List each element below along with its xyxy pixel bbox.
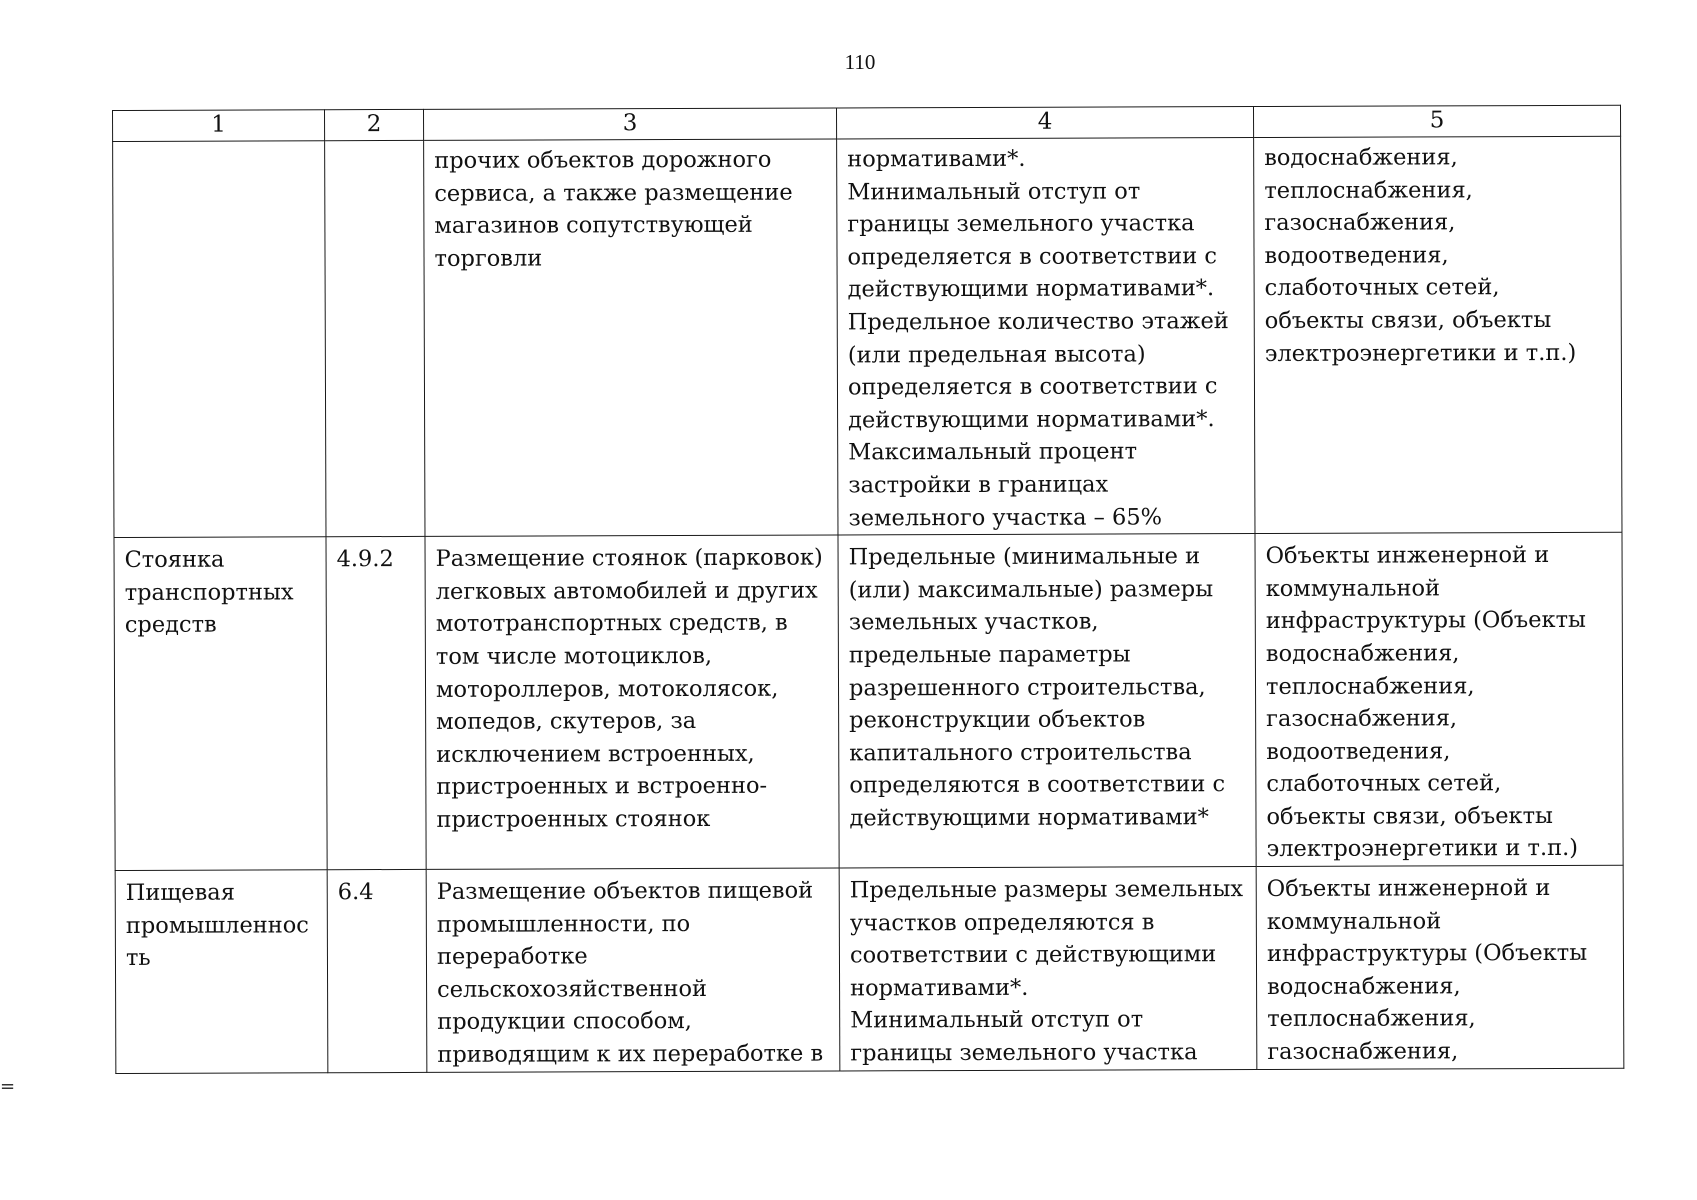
cell-infrastructure — [1254, 136, 1622, 533]
table-row — [115, 865, 1624, 1073]
cell-text: Предельные размеры земельных участков определяются в соответствии с действующими нормативами*. Минимальный отступ от границы земельного участка — [849, 876, 1244, 1067]
cell-text: Пищевая промышленнос ть — [125, 879, 309, 972]
page-number: 110 — [844, 50, 876, 74]
table-row — [113, 136, 1622, 537]
cell-parameters — [837, 138, 1255, 536]
cell-parameters — [839, 867, 1257, 1071]
cell-text: прочих объектов дорожного сервиса, а также размещение магазинов сопутствующей торговли — [434, 146, 793, 272]
header-col-5: 5 — [1253, 105, 1620, 137]
cell-infrastructure — [1255, 532, 1623, 866]
cell-text: Предельные (минимальные и (или) максимальные) размеры земельных участков, предельные параметры разрешенного строительства, реконструкции объектов капитального строительства определяются в соответствии с действующими нормативами* — [848, 543, 1226, 832]
cell-description — [424, 139, 838, 537]
cell-text: водоснабжения, теплоснабжения, газоснабжения, водоотведения, слаботочных сетей, объекты связи, объекты электроэнергетики и т.п.) — [1264, 144, 1577, 367]
cell-text: Размещение стоянок (парковок) легковых автомобилей и других мототранспортных средств, в том числе мотоциклов, мотороллеров, мотоколясок, мопедов, скутеров, за исключением встроенных, пристроенных и встроенно- пристроенных стоянок — [435, 544, 823, 833]
cell-description — [426, 868, 840, 1072]
header-col-1: 1 — [113, 110, 325, 142]
cell-text: нормативами*. Минимальный отступ от границы земельного участка определяется в соответствии с действующими нормативами*. Предельное количество этажей (или предельная высота) определяется в соответствии с действующими нормативами*. Максимальный процент застройки в границах земельного участка – 65% — [847, 145, 1229, 531]
cell-text: Объекты инженерной и коммунальной инфраструктуры (Объекты водоснабжения, теплоснабжения, газоснабжения, — [1266, 875, 1588, 1066]
header-col-4: 4 — [836, 107, 1253, 139]
cell-land-use-name — [114, 537, 327, 871]
cell-text: Стоянка транспортных средств — [124, 546, 294, 639]
header-col-3: 3 — [423, 108, 836, 140]
cell-text: 4.9.2 — [336, 546, 394, 573]
cell-code — [325, 140, 425, 536]
cell-land-use-name — [115, 870, 328, 1073]
cell-text — [123, 145, 314, 146]
margin-mark: = — [0, 1076, 16, 1097]
cell-text: Объекты инженерной и коммунальной инфраструктуры (Объекты водоснабжения, теплоснабжения, газоснабжения, водоотведения, слаботочных сетей, объекты связи, объекты электроэнергетики и т.п.) — [1265, 542, 1586, 863]
cell-infrastructure — [1256, 865, 1624, 1069]
table-body — [113, 136, 1624, 1073]
cell-text: 6.4 — [337, 879, 374, 906]
cell-description — [425, 535, 839, 869]
table-row — [114, 532, 1623, 870]
cell-code — [327, 869, 427, 1072]
cell-code — [326, 537, 426, 870]
cell-text: Размещение объектов пищевой промышленности, по переработке сельскохозяйственной продукции способом, приводящим к их переработке в — [436, 877, 824, 1068]
regulations-table — [112, 105, 1624, 1074]
cell-parameters — [838, 534, 1256, 868]
header-col-2: 2 — [325, 109, 424, 140]
cell-land-use-name — [113, 141, 326, 538]
